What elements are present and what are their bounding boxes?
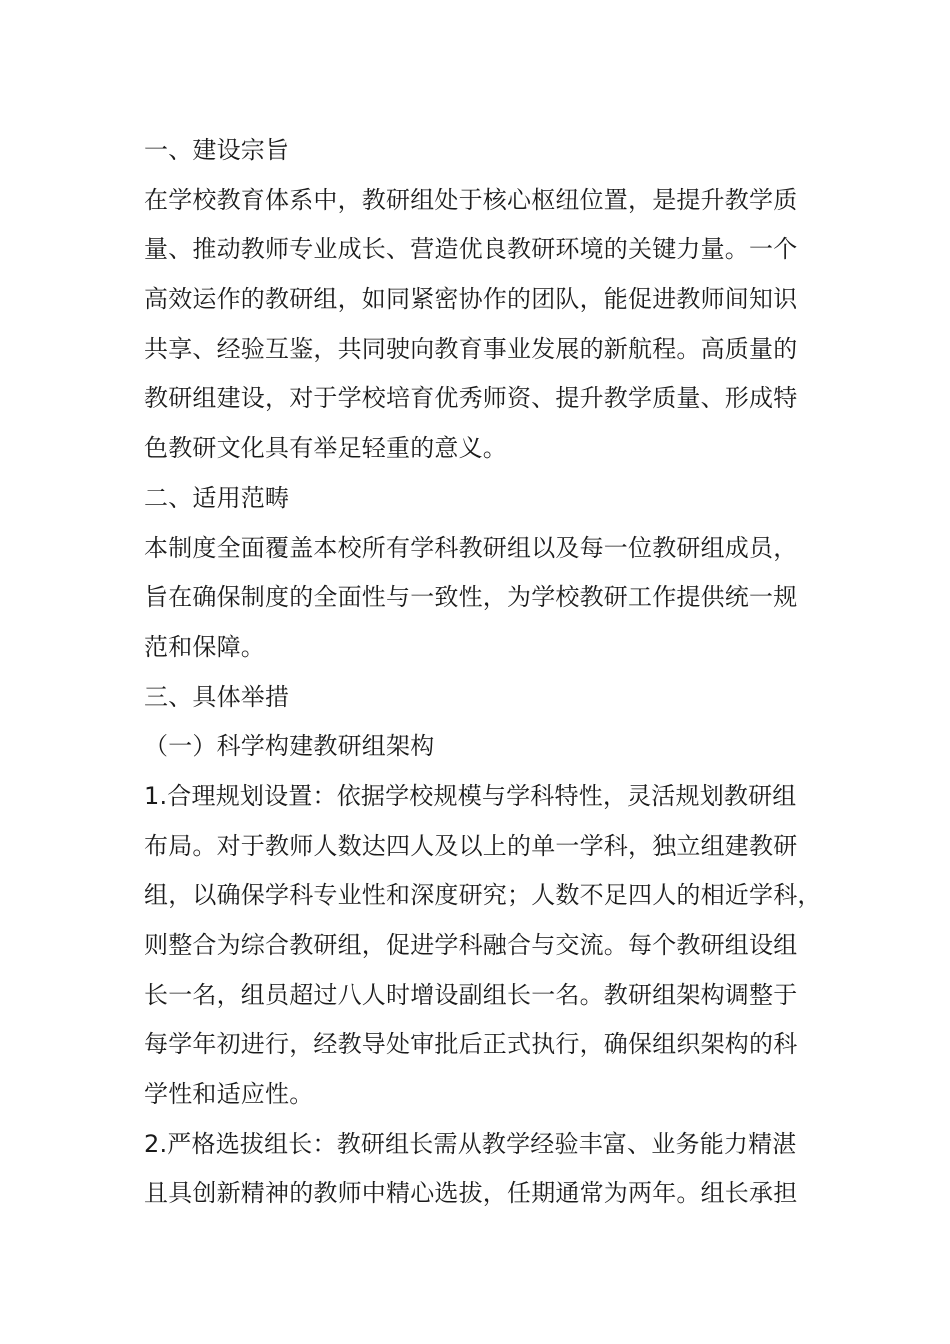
paragraph-line: 2.严格选拔组长：教研组长需从教学经验丰富、业务能力精湛	[144, 1129, 797, 1158]
paragraph-line: 高效运作的教研组，如同紧密协作的团队，能促进教师间知识	[144, 285, 798, 314]
paragraph-line: 量、推动教师专业成长、营造优良教研环境的关键力量。一个	[144, 235, 798, 264]
paragraph-line: 布局。对于教师人数达四人及以上的单一学科，独立组建教研	[144, 831, 798, 860]
paragraph-line: 1.合理规划设置：依据学校规模与学科特性，灵活规划教研组	[144, 781, 797, 810]
section-heading-measures: 三、具体举措	[144, 682, 290, 711]
paragraph-line: 在学校教育体系中，教研组处于核心枢纽位置，是提升教学质	[144, 185, 798, 214]
paragraph-line: 每学年初进行，经教导处审批后正式执行，确保组织架构的科	[144, 1030, 798, 1059]
paragraph-line: 本制度全面覆盖本校所有学科教研组以及每一位教研组成员，	[144, 533, 798, 562]
paragraph-line: 共享、经验互鉴，共同驶向教育事业发展的新航程。高质量的	[144, 334, 798, 363]
document-body	[144, 126, 822, 1219]
section-heading-scope: 二、适用范畴	[144, 483, 290, 512]
paragraph-line: 且具创新精神的教师中精心选拔，任期通常为两年。组长承担	[144, 1179, 798, 1208]
paragraph-line: 旨在确保制度的全面性与一致性，为学校教研工作提供统一规	[144, 583, 798, 612]
paragraph-line: 组，以确保学科专业性和深度研究；人数不足四人的相近学科，	[144, 881, 822, 910]
paragraph-line: 学性和适应性。	[144, 1080, 314, 1109]
paragraph-line: 范和保障。	[144, 632, 265, 661]
paragraph-line: 色教研文化具有举足轻重的意义。	[144, 434, 507, 463]
paragraph-line: 教研组建设，对于学校培育优秀师资、提升教学质量、形成特	[144, 384, 798, 413]
paragraph-line: 长一名，组员超过八人时增设副组长一名。教研组架构调整于	[144, 980, 798, 1009]
subsection-heading-structure: （一）科学构建教研组架构	[144, 732, 435, 761]
section-heading-purpose: 一、建设宗旨	[144, 136, 290, 164]
paragraph-line: 则整合为综合教研组，促进学科融合与交流。每个教研组设组	[144, 931, 798, 959]
